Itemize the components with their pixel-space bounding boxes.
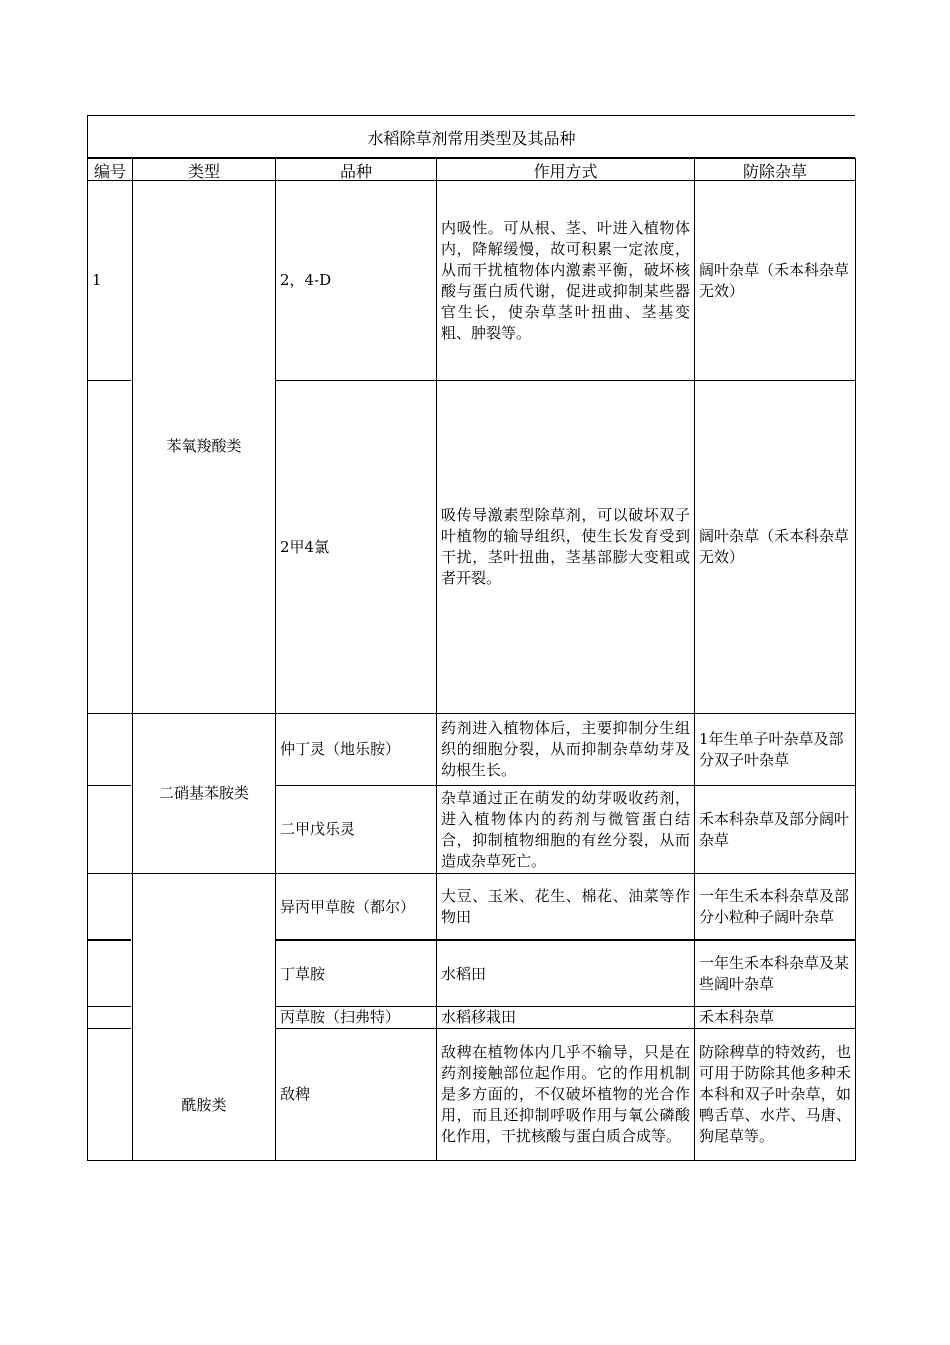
header-variety: 品种 <box>339 161 372 181</box>
header-number: 编号 <box>93 161 126 181</box>
group-type-dinitroaniline: 二硝基苯胺类 <box>158 784 249 802</box>
table-row-3-variety: 仲丁灵（地乐胺） <box>280 740 401 758</box>
border-row7-number <box>87 1028 131 1029</box>
table-row-1-weeds: 阔叶杂草（禾本科杂草无效） <box>699 260 850 300</box>
border-row3-number <box>87 785 131 786</box>
border-row6-number <box>87 1006 131 1007</box>
table-row-7-mode: 水稻移栽田 <box>441 1008 517 1026</box>
border-row1-number <box>87 380 131 381</box>
table-row-2-variety: 2甲4氯 <box>280 537 330 556</box>
table-row-8-weeds: 防除稗草的特效药，也可用于防除其他多种禾本科和双子叶杂草，如鸭舌草、水芹、马唐、狗尾草等。 <box>699 1043 851 1145</box>
group-type-phenoxy: 苯氧羧酸类 <box>166 437 242 455</box>
table-row-3-mode: 药剂进入植物体后，主要抑制分生组织的细胞分裂，从而抑制杂草幼芽及幼根生长。 <box>441 719 690 779</box>
table-row-1-number: 1 <box>92 271 102 289</box>
table-row-5-weeds: 一年生禾本科杂草及部分小粒种子阔叶杂草 <box>699 887 850 926</box>
table-row-1-mode: 内吸性。可从根、茎、叶进入植物体内，降解缓慢，故可积累一定浓度，从而干扰植物体内激素平衡，破坏核酸与蛋白质代谢，促进或抑制某些器官生长，使杂草茎叶扭曲、茎基变粗、肿裂等。 <box>441 218 690 342</box>
border-left <box>87 115 88 1161</box>
border-row5-number <box>87 939 131 941</box>
border-row1 <box>276 380 855 381</box>
border-bottom <box>87 1160 855 1161</box>
table-row-7-weeds: 禾本科杂草 <box>699 1008 775 1026</box>
table-row-2-mode: 吸传导激素型除草剂，可以破坏双子叶植物的输导组织，使生长发育受到干扰，茎叶扭曲，茎基部膨大变粗或者开裂。 <box>441 506 690 587</box>
border-col-type <box>275 158 276 1161</box>
table-row-4-mode: 杂草通过正在萌发的幼芽吸收药剂，进入植物体内的药剂与微管蛋白结合，抑制植物细胞的有丝分裂，从而造成杂草死亡。 <box>441 788 690 870</box>
border-top <box>87 115 855 116</box>
header-weeds: 防除杂草 <box>742 161 807 181</box>
header-mode: 作用方式 <box>533 161 598 181</box>
border-row7 <box>276 1028 855 1029</box>
table-row-8-variety: 敌稗 <box>280 1085 311 1103</box>
group-type-amide: 酰胺类 <box>181 1096 227 1114</box>
table-title: 水稻除草剂常用类型及其品种 <box>367 128 576 148</box>
table-row-6-weeds: 一年生禾本科杂草及某些阔叶杂草 <box>699 954 850 993</box>
table-row-4-variety: 二甲戊乐灵 <box>280 820 356 838</box>
table-row-7-variety: 丙草胺（扫弗特） <box>280 1008 401 1026</box>
border-col-variety <box>436 158 437 1161</box>
table-row-1-variety: 2，4-D <box>280 271 332 289</box>
border-row6 <box>276 1006 855 1007</box>
table-row-5-mode: 大豆、玉米、花生、棉花、油菜等作物田 <box>441 887 690 926</box>
border-right <box>855 158 856 1161</box>
border-header-bottom <box>87 180 855 181</box>
table-row-5-variety: 异丙甲草胺（都尔） <box>280 897 416 916</box>
border-row3 <box>276 785 855 786</box>
table-row-3-weeds: 1年生单子叶杂草及部分双子叶杂草 <box>699 729 844 769</box>
border-row2 <box>87 713 855 714</box>
table-row-6-mode: 水稻田 <box>441 964 487 983</box>
border-row5 <box>276 939 855 941</box>
header-type: 类型 <box>187 161 220 181</box>
table-row-6-variety: 丁草胺 <box>280 964 326 983</box>
border-col-number <box>132 158 133 1161</box>
border-col-mode <box>694 158 695 1161</box>
table-row-4-weeds: 禾本科杂草及部分阔叶杂草 <box>699 809 850 849</box>
table-row-8-mode: 敌稗在植物体内几乎不输导，只是在药剂接触部位起作用。它的作用机制是多方面的，不仅破坏植物的光合作用，而且还抑制呼吸作用与氧公磷酸化作用，干扰核酸与蛋白质合成等。 <box>441 1043 690 1145</box>
table-row-2-weeds: 阔叶杂草（禾本科杂草无效） <box>699 527 850 566</box>
border-title-bottom <box>87 157 855 159</box>
border-row4 <box>87 873 855 874</box>
